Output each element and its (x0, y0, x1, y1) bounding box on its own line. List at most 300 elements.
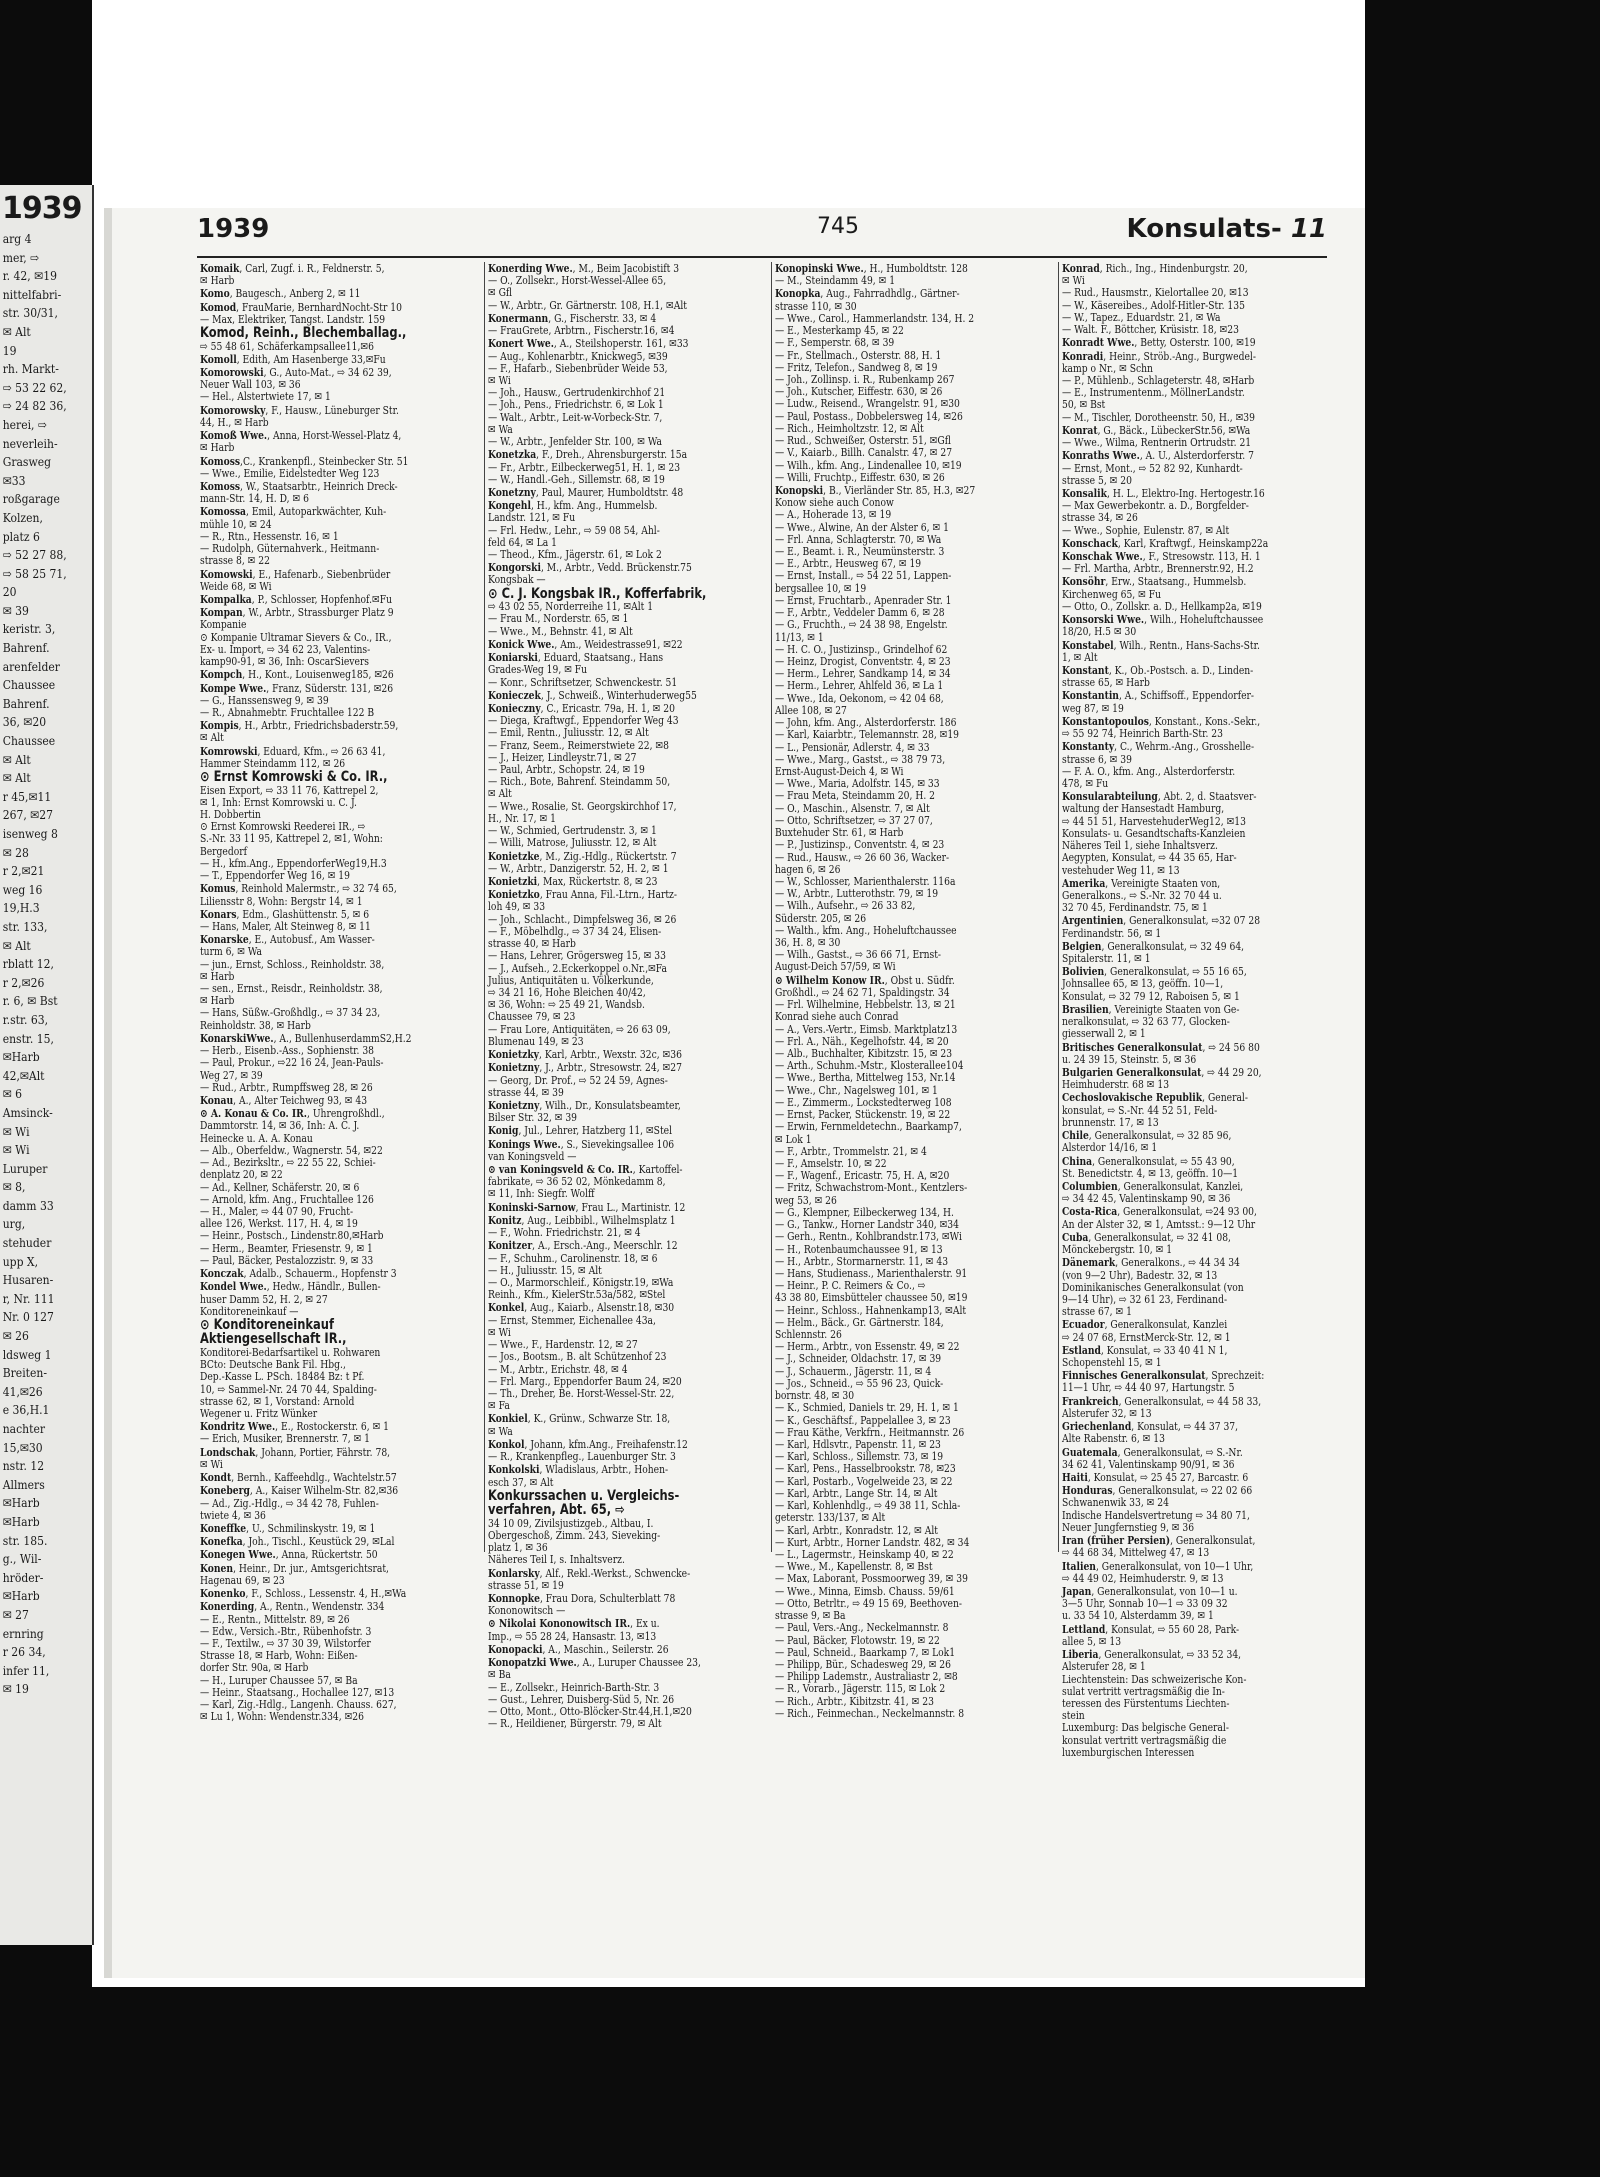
directory-page (112, 208, 1365, 1978)
directory-entry-line: ⊙ van Koningsveld & Co. IR., Kartoffel- (488, 1162, 683, 1177)
directory-entry-line: Weide 68, ✉ Wi (200, 579, 272, 593)
directory-entry-line: — Fritz, Telefon., Sandweg 8, ✉ 19 (775, 360, 938, 374)
directory-entry-line: — Otto, O., Zollskr. a. D., Hellkamp2a, ✉19 (1062, 599, 1262, 613)
directory-entry-line: Konetzny, Paul, Maurer, Humboldtstr. 48 (488, 484, 684, 499)
directory-entry-line: bergsallee 10, ✉ 19 (775, 581, 867, 595)
directory-entry-line: Komod, FrauMarie, BernhardNocht-Str 10 (200, 299, 402, 314)
directory-entry-line: Estland, Konsulat, ⇨ 33 40 41 N 1, (1062, 1342, 1228, 1357)
directory-entry-line: 43 38 80, Eimsbütteler chaussee 50, ✉19 (775, 1291, 968, 1305)
directory-entry-line: Konsöhr, Erw., Staatsang., Hummelsb. (1062, 574, 1247, 589)
directory-entry-line: Obergeschoß, Zimm. 243, Sieveking- (488, 1528, 661, 1542)
directory-entry-line: — Alb., Oberfeldw., Wagnerstr. 54, ✉22 (200, 1143, 383, 1157)
directory-entry-line: u. 33 54 10, Alsterdamm 39, ✉ 1 (1062, 1609, 1214, 1623)
previous-page-line: ✉Harb (2, 1050, 40, 1065)
directory-entry-line: waltung der Hansestadt Hamburg, (1062, 802, 1225, 816)
directory-entry-line: 32 70 45, Ferdinandstr. 75, ✉ 1 (1062, 901, 1208, 915)
directory-entry-line: Schwanenwik 33, ✉ 24 (1062, 1496, 1169, 1510)
directory-entry-line: Hagenau 69, ✉ 23 (200, 1573, 285, 1587)
directory-entry-line: — Hel., Alstertwiete 17, ✉ 1 (200, 390, 331, 404)
directory-entry-line: — Frl. A., Näh., Kegelhofstr. 44, ✉ 20 (775, 1034, 949, 1048)
directory-entry-line: Konraths Wwe., A. U., Alsterdorferstr. 7 (1062, 448, 1254, 463)
directory-entry-line: — O., Zollsekr., Horst-Wessel-Allee 65, (488, 274, 667, 288)
directory-entry-line: platz 1, ✉ 36 (488, 1541, 548, 1555)
directory-entry-line: — Joh., Zollinsp. i. R., Rubenkamp 267 (775, 372, 955, 386)
previous-page-line: str. 30/31, (2, 306, 58, 321)
directory-entry-line: Konsorski Wwe., Wilh., Hoheluftchaussee (1062, 612, 1264, 627)
directory-entry-line: sulat vertritt vertragsmäßig die In- (1062, 1684, 1225, 1698)
previous-page-line: ✉ Wi (2, 1143, 30, 1158)
previous-page-line: ✉ Alt (2, 938, 31, 953)
previous-page-line: rh. Markt- (2, 362, 59, 377)
directory-entry-line: Dominikanisches Generalkonsulat (von (1062, 1280, 1244, 1294)
previous-page-line: nachter (2, 1422, 45, 1436)
directory-entry-line: — Wwe., Chr., Nagelsweg 101, ✉ 1 (775, 1083, 938, 1097)
directory-entry-line: Schopenstehl 15, ✉ 1 (1062, 1356, 1162, 1370)
previous-page-line: 36, ✉20 (2, 715, 47, 730)
page-header (197, 208, 1327, 254)
directory-entry-line: — Rich., Arbtr., Kibitzstr. 41, ✉ 23 (775, 1694, 934, 1708)
directory-entry-line: Cechoslovakische Republik, General- (1062, 1090, 1248, 1105)
directory-entry-line: verfahren, Abt. 65, ⇨ (488, 1502, 625, 1519)
directory-entry-line: teressen des Fürstentums Liechten- (1062, 1696, 1230, 1710)
directory-entry-line: strasse 65, ✉ Harb (1062, 676, 1150, 690)
previous-page-line: Luruper (2, 1161, 48, 1176)
directory-entry-line: ⊙ Ernst Komrowski & Co. IR., (200, 769, 388, 786)
directory-entry-line: — Frl. Martha, Arbtr., Brennerstr.92, H.2 (1062, 562, 1254, 576)
directory-entry-line: Komus, Reinhold Malermstr., ⇨ 32 74 65, (200, 881, 397, 896)
directory-entry-line: Konradt Wwe., Betty, Osterstr. 100, ✉19 (1062, 335, 1256, 350)
directory-entry-line: — Frl. Anna, Schlagterstr. 70, ✉ Wa (775, 532, 942, 546)
previous-page-line: ✉ 27 (2, 1607, 29, 1622)
directory-entry-line: Kirchenweg 65, ✉ Fu (1062, 587, 1162, 601)
previous-page-line: 15,✉30 (2, 1440, 43, 1455)
directory-entry-line: Komoß Wwe., Anna, Horst-Wessel-Platz 4, (200, 428, 402, 443)
directory-entry-line: — Edw., Versich.-Btr., Rübenhofstr. 3 (200, 1624, 372, 1638)
directory-entry-line: — Frau M., Norderstr. 65, ✉ 1 (488, 612, 629, 626)
directory-entry-line: mühle 10, ✉ 24 (200, 517, 272, 531)
directory-entry-line: 18/20, H.5 ✉ 30 (1062, 625, 1137, 639)
directory-entry-line: Bolivien, Generalkonsulat, ⇨ 55 16 65, (1062, 964, 1247, 979)
directory-entry-line: strasse 40, ✉ Harb (488, 937, 576, 951)
directory-entry-line: — Paul, Postass., Dobbelersweg 14, ✉26 (775, 409, 963, 423)
directory-entry-line: vestehuder Weg 11, ✉ 13 (1062, 863, 1180, 877)
directory-entry-line: Konrad, Rich., Ing., Hindenburgstr. 20, (1062, 261, 1248, 275)
directory-entry-line: weg 87, ✉ 19 (1062, 701, 1124, 715)
directory-entry-line: — J., Schneider, Oldachstr. 17, ✉ 39 (775, 1352, 942, 1366)
directory-entry-line: — Franz, Seem., Reimerstwiete 22, ✉8 (488, 738, 669, 752)
directory-entry-line: Cuba, Generalkonsulat, ⇨ 32 41 08, (1062, 1229, 1231, 1244)
directory-entry-line: 11/13, ✉ 1 (775, 630, 824, 644)
directory-entry-line: — Paul, Bäcker, Pestalozzistr. 9, ✉ 33 (200, 1253, 374, 1267)
directory-entry-line: Heimhuderstr. 68 ✉ 13 (1062, 1078, 1170, 1092)
previous-page-line: ✉ 26 (2, 1329, 29, 1344)
directory-entry-line: — G., Fruchth., ⇨ 24 38 98, Engelstr. (775, 618, 948, 632)
previous-page-line: enstr. 15, (2, 1031, 54, 1046)
directory-entry-line: ⊙ Ernst Komrowski Reederei IR., ⇨ (200, 820, 366, 834)
previous-page-line: herei, ⇨ (2, 417, 47, 432)
directory-entry-line: — Frl. Marg., Eppendorfer Baum 24, ✉20 (488, 1374, 682, 1388)
directory-entry-line: — P., Justizinsp., Conventstr. 4, ✉ 23 (775, 838, 945, 852)
directory-entry-line: Konschak Wwe., F., Stresowstr. 113, H. 1 (1062, 549, 1261, 564)
directory-entry-line: — Joh., Kutscher, Eiffestr. 630, ✉ 26 (775, 385, 943, 399)
directory-entry-line: — Karl, Kohlenhdlg., ⇨ 49 38 11, Schla- (775, 1499, 961, 1513)
directory-entry-line: Eisen Export, ⇨ 33 11 76, Kattrepel 2, (200, 783, 379, 797)
directory-entry-line: Alsterufer 28, ✉ 1 (1062, 1660, 1146, 1674)
directory-entry-line: Konlarsky, Alf., Rekl.-Werkst., Schwencke- (488, 1565, 691, 1580)
previous-page-line: Kolzen, (2, 510, 43, 525)
directory-entry-line: — J., Heizer, Lindleystr.71, ✉ 27 (488, 750, 637, 764)
directory-entry-line: loh 49, ✉ 33 (488, 900, 546, 914)
directory-entry-line: Konopatzki Wwe., A., Luruper Chaussee 23, (488, 1655, 701, 1670)
directory-entry-line: fabrikate, ⇨ 36 52 02, Mönkedamm 8, (488, 1175, 666, 1189)
directory-entry-line: — W., Schmied, Gertrudenstr. 3, ✉ 1 (488, 824, 657, 838)
directory-entry-line: Konenko, F., Schloss., Lessenstr. 4, H.,✉Wa (200, 1586, 407, 1601)
previous-page-line: Allmers (2, 1477, 45, 1492)
previous-page-line: infer 11, (2, 1663, 50, 1678)
directory-entry-line: konsulat, ⇨ S.-Nr. 44 52 51, Feld- (1062, 1103, 1218, 1117)
directory-entry-line: — E., Beamt. i. R., Neumünsterstr. 3 (775, 545, 945, 559)
directory-entry-line: — Rud., Hausmstr., Kielortallee 20, ✉13 (1062, 286, 1249, 300)
directory-entry-line: BCto: Deutsche Bank Fil. Hbg., (200, 1358, 346, 1372)
directory-entry-line: (von 9—2 Uhr), Badestr. 32, ✉ 13 (1062, 1268, 1218, 1282)
directory-entry-line: Chaussee 79, ✉ 23 (488, 1010, 576, 1024)
directory-entry-line: Konditoreneinkauf — (200, 1304, 299, 1318)
previous-page-line: ✉ Alt (2, 752, 31, 767)
directory-entry-line: strasse 110, ✉ 30 (775, 299, 857, 313)
directory-entry-line: — Arth., Schuhm.-Mstr., Klosterallee104 (775, 1059, 964, 1073)
previous-page-line: isenweg 8 (2, 827, 58, 841)
directory-entry-line: — Ludw., Reisend., Wrangelstr. 91, ✉30 (775, 397, 960, 411)
directory-entry-line: ⇨ 55 48 61, Schäferkampsallee11,✉6 (200, 339, 374, 353)
directory-entry-line: — F., Wagenf., Ericastr. 75, H. A, ✉20 (775, 1169, 950, 1183)
directory-entry-line: Komorowski, G., Auto-Mat., ⇨ 34 62 39, (200, 365, 392, 380)
directory-entry-line: — Max, Laborant, Possmoorweg 39, ✉ 39 (775, 1572, 968, 1586)
directory-entry-line: Konegen Wwe., Anna, Rückertstr. 50 (200, 1547, 378, 1562)
previous-page-line: 41,✉26 (2, 1384, 43, 1399)
directory-entry-line: Konietzny, J., Arbtr., Stresowstr. 24, ✉27 (488, 1060, 682, 1075)
directory-entry-line: — F., Semperstr. 68, ✉ 39 (775, 336, 895, 350)
previous-page-line: 19 (2, 343, 17, 358)
directory-entry-line: Chile, Generalkonsulat, ⇨ 32 85 96, (1062, 1128, 1232, 1143)
previous-page-line: ✉ 8, (2, 1180, 26, 1195)
directory-entry-line: Kompan, W., Arbtr., Strassburger Platz 9 (200, 605, 394, 620)
directory-entry-line: — H., Maler, ⇨ 44 07 90, Frucht- (200, 1204, 354, 1218)
directory-entry-line: Aegypten, Konsulat, ⇨ 44 35 65, Har- (1062, 851, 1237, 865)
directory-entry-line: — Frau Meta, Steindamm 20, H. 2 (775, 789, 936, 803)
directory-entry-line: — Walt. F., Böttcher, Krüsistr. 18, ✉23 (1062, 323, 1239, 337)
directory-entry-line: — H., Arbtr., Stormarnerstr. 11, ✉ 43 (775, 1254, 949, 1268)
directory-entry-line: Reinh., Kfm., KielerStr.53a/582, ✉Stel (488, 1288, 666, 1302)
directory-entry-line: — Herm., Lehrer, Sandkamp 14, ✉ 34 (775, 667, 951, 681)
directory-entry-line: Konstantopoulos, Konstant., Kons.-Sekr., (1062, 713, 1261, 728)
directory-entry-line: — Herb., Eisenb.-Ass., Sophienstr. 38 (200, 1044, 375, 1058)
previous-page-line: platz 6 (2, 529, 40, 544)
directory-entry-line: ✉ Fa (488, 1399, 510, 1413)
directory-entry-line: — Herm., Beamter, Friesenstr. 9, ✉ 1 (200, 1241, 373, 1255)
previous-page-line: r.str. 63, (2, 1012, 49, 1027)
directory-entry-line: van Koningsveld — (488, 1149, 577, 1163)
directory-entry-line: ⇨ 34 42 45, Valentinskamp 90, ✉ 36 (1062, 1192, 1231, 1206)
previous-page-line: ⇨ 53 22 62, (2, 380, 67, 395)
directory-entry-line: — Wwe., M., Behnstr. 41, ✉ Alt (488, 624, 633, 638)
directory-entry-line: — M., Arbtr., Erichstr. 48, ✉ 4 (488, 1362, 628, 1376)
directory-entry-line: — Otto, Mont., Otto-Blöcker-Str.44,H.1,✉20 (488, 1705, 692, 1718)
directory-entry-line: August-Deich 57/59, ✉ Wi (775, 960, 896, 974)
previous-page-line: str. 185. (2, 1533, 48, 1548)
directory-entry-line: Konarske, E., Autobusf., Am Wasser- (200, 932, 375, 947)
directory-entry-line: Konrat, G., Bäck., LübeckerStr.56, ✉Wa (1062, 422, 1251, 437)
directory-entry-line: — Fr., Arbtr., Eilbeckerweg51, H. 1, ✉ 23 (488, 460, 681, 474)
directory-entry-line: dorfer Str. 90a, ✉ Harb (200, 1661, 309, 1675)
directory-entry-line: allee 5, ✉ 13 (1062, 1634, 1122, 1648)
directory-entry-line: Konietzki, Max, Rückertstr. 8, ✉ 23 (488, 874, 658, 888)
directory-entry-line: — Jos., Bootsm., B. alt Schützenhof 23 (488, 1350, 667, 1364)
directory-entry-line: ✉ Harb (200, 994, 235, 1008)
directory-entry-line: ✉ Wi (200, 1457, 223, 1471)
directory-entry-line: ✉ Harb (200, 441, 235, 455)
previous-page-line: damm 33 (2, 1198, 54, 1213)
directory-entry-line: Reinholdstr. 38, ✉ Harb (200, 1018, 311, 1032)
directory-entry-line: — Hans, Studienass., Marienthalerstr. 91 (775, 1266, 968, 1280)
directory-entry-line: bornstr. 48, ✉ 30 (775, 1389, 855, 1403)
directory-entry-line: Konschack, Karl, Kraftwgf., Heinskamp22a (1062, 535, 1269, 550)
previous-page-line: 19,H.3 (2, 901, 40, 916)
scan-margin-right (1365, 0, 1600, 2177)
directory-entry-line: ✉ Ba (488, 1668, 511, 1682)
directory-entry-line: Japan, Generalkonsulat, von 10—1 u. (1062, 1583, 1238, 1598)
previous-page-line: ✉ 28 (2, 845, 29, 860)
directory-entry-line: Konick Wwe., Am., Weidestrasse91, ✉22 (488, 636, 683, 651)
directory-entry-line: Konkiel, K., Grünw., Schwarze Str. 18, (488, 1411, 671, 1426)
previous-page-line: Amsinck- (2, 1105, 53, 1120)
directory-entry-line: strasse 34, ✉ 26 (1062, 511, 1138, 525)
directory-entry-line: 50, ✉ Bst (1062, 398, 1106, 412)
directory-entry-line: — Rudolph, Güternahverk., Heitmann- (200, 542, 380, 556)
directory-entry-line: — Ad., Bezirksltr., ⇨ 22 55 22, Schiei- (200, 1156, 376, 1170)
directory-entry-line: — Heinr., P. C. Reimers & Co., ⇨ (775, 1279, 926, 1293)
directory-entry-line: ✉ Lok 1 (775, 1132, 812, 1146)
directory-entry-line: Konsulat, ⇨ 32 79 12, Raboisen 5, ✉ 1 (1062, 989, 1240, 1003)
directory-entry-line: Blumenau 149, ✉ 23 (488, 1034, 584, 1048)
directory-entry-line: Liliensstr 8, Wohn: Bergstr 14, ✉ 1 (200, 894, 363, 908)
directory-entry-line: strasse 9, ✉ Ba (775, 1609, 846, 1623)
directory-entry-line: Koniarski, Eduard, Staatsang., Hans (488, 650, 664, 665)
directory-entry-line: Konczak, Adalb., Schauerm., Hopfenstr 3 (200, 1266, 397, 1281)
directory-entry-line: Konig, Jul., Lehrer, Hatzberg 11, ✉Stel (488, 1123, 673, 1138)
directory-entry-line: Konopinski Wwe., H., Humboldtstr. 128 (775, 261, 968, 275)
previous-page-line: g., Wil- (2, 1552, 42, 1567)
directory-entry-line: ✉ 36, Wohn: ⇨ 25 49 21, Wandsb. (488, 998, 645, 1012)
directory-entry-line: huser Damm 52, H. 2, ✉ 27 (200, 1292, 328, 1306)
directory-entry-line: Konerding, A., Rentn., Wendenstr. 334 (200, 1599, 385, 1614)
directory-entry-line: — W., Tapez., Eduardstr. 21, ✉ Wa (1062, 310, 1221, 324)
directory-entry-line: 9—14 Uhr), ⇨ 32 61 23, Ferdinand- (1062, 1292, 1228, 1306)
directory-entry-line: — W., Arbtr., Jenfelder Str. 100, ✉ Wa (488, 435, 662, 449)
directory-entry-line: — Walth., kfm. Ang., Hoheluftchaussee (775, 923, 957, 937)
directory-entry-line: H., Nr. 17, ✉ 1 (488, 811, 556, 825)
directory-entry-line: Koneffke, U., Schmilinskystr. 19, ✉ 1 (200, 1521, 376, 1535)
directory-entry-line: Kondt, Bernh., Kaffeehdlg., Wachtelstr.57 (200, 1470, 397, 1485)
previous-page-line: arg 4 (2, 232, 32, 246)
directory-entry-line: Kondel Wwe., Hedw., Händlr., Bullen- (200, 1279, 381, 1294)
directory-entry-line: strasse 8, ✉ 22 (200, 554, 270, 568)
directory-entry-line: — Frau Käthe, Verkfrn., Heitmannstr. 26 (775, 1425, 965, 1439)
directory-entry-line: — Wwe., Carol., Hammerlandstr. 134, H. 2 (775, 311, 975, 325)
directory-entry-line: Kompis, H., Arbtr., Friedrichsbaderstr.59, (200, 718, 399, 733)
directory-entry-line: Konieczny, C., Ericastr. 79a, H. 1, ✉ 20 (488, 700, 675, 715)
directory-entry-line: Frankreich, Generalkonsulat, ⇨ 44 58 33, (1062, 1393, 1262, 1408)
directory-entry-line: — R., Rtn., Hessenstr. 16, ✉ 1 (200, 529, 339, 543)
directory-entry-line: — H., Rotenbaumchaussee 91, ✉ 13 (775, 1242, 943, 1256)
directory-entry-line: — Karl, Pens., Hasselbrookstr. 78, ✉23 (775, 1462, 956, 1476)
directory-entry-line: — Wwe., Ida, Oekonom, ⇨ 42 04 68, (775, 691, 944, 705)
directory-entry-line: Indische Handelsvertretung ⇨ 34 80 71, (1062, 1508, 1250, 1522)
directory-entry-line: neralkonsulat, ⇨ 32 63 77, Glocken- (1062, 1015, 1230, 1029)
directory-entry-line: u. 24 39 15, Steinstr. 5, ✉ 36 (1062, 1052, 1197, 1066)
directory-entry-line: luxemburgischen Interessen (1062, 1745, 1195, 1759)
directory-entry-line: ⇨ 44 68 34, Mittelweg 47, ✉ 13 (1062, 1546, 1210, 1560)
directory-entry-line: — F., Möbelhdlg., ⇨ 37 34 24, Elisen- (488, 924, 662, 938)
previous-page-line: r 2,✉26 (2, 975, 45, 990)
directory-entry-line: Komoss,C., Krankenpfl., Steinbecker Str. 51 (200, 453, 409, 468)
directory-entry-line: — Wilh., Aufsehr., ⇨ 26 33 82, (775, 899, 916, 913)
directory-entry-line: Konietzke, M., Zig.-Hdlg., Rückertstr. 7 (488, 848, 677, 863)
directory-entry-line: — Rich., Feinmechan., Neckelmannstr. 8 (775, 1706, 965, 1720)
previous-page-line: 20 (2, 585, 17, 600)
directory-entry-line: — J., Aufseh., 2.Eckerkoppel o.Nr.,✉Fa (488, 961, 668, 975)
directory-entry-line: China, Generalkonsulat, ⇨ 55 43 90, (1062, 1153, 1235, 1168)
directory-entry-line: — Karl, Kaiarbtr., Telemannstr. 28, ✉19 (775, 728, 960, 742)
previous-page-line: str. 133, (2, 919, 48, 934)
directory-entry-line: Weg 27, ✉ 39 (200, 1068, 263, 1082)
directory-entry-line: Dep.-Kasse L. PSch. 18484 Bz: t Pf. (200, 1370, 365, 1384)
directory-entry-line: — FrauGrete, Arbtrn., Fischerstr.16, ✉4 (488, 324, 675, 338)
previous-page-line: arenfelder (2, 659, 60, 674)
directory-entry-line: — R., Abnahmebtr. Fruchtallee 122 B (200, 705, 375, 719)
directory-entry-line: Ernst-August-Deich 4, ✉ Wi (775, 764, 904, 778)
directory-entry-line: — Paul, Bäcker, Flotowstr. 19, ✉ 22 (775, 1633, 940, 1647)
directory-entry-line: — Heinr., Staatsang., Hochallee 127, ✉13 (200, 1685, 395, 1699)
directory-entry-line: — V., Kaiarb., Billh. Canalstr. 47, ✉ 27 (775, 446, 953, 460)
directory-entry-line: — Wwe., Alwine, An der Alster 6, ✉ 1 (775, 520, 949, 534)
directory-entry-line: Konietzky, Karl, Arbtr., Wexstr. 32c, ✉36 (488, 1047, 682, 1062)
directory-entry-line: Brasilien, Vereinigte Staaten von Ge- (1062, 1001, 1240, 1016)
directory-entry-line: Konopacki, A., Maschin., Seilerstr. 26 (488, 1641, 669, 1656)
previous-page-line: hröder- (2, 1570, 44, 1585)
directory-entry-line: — Willi, Matrose, Juliusstr. 12, ✉ Alt (488, 836, 657, 850)
directory-entry-line: — Max, Elektriker, Tangst. Landstr. 159 (200, 312, 386, 326)
directory-entry-line: Konietzko, Frau Anna, Fil.-Ltrn., Hartz- (488, 887, 677, 902)
directory-entry-line: — R., Heildiener, Bürgerstr. 79, ✉ Alt (488, 1717, 662, 1731)
directory-entry-line: — Wilh., kfm. Ang., Lindenallee 10, ✉19 (775, 458, 962, 472)
directory-entry-line: — Ad., Zig.-Hdlg., ⇨ 34 42 78, Fuhlen- (200, 1496, 379, 1510)
directory-entry-line: — Karl, Schloss., Sillemstr. 73, ✉ 19 (775, 1450, 944, 1464)
directory-entry-line: — F., Hafarb., Siebenbrüder Weide 53, (488, 361, 668, 375)
directory-entry-line: esch 37, ✉ Alt (488, 1475, 554, 1489)
directory-entry-line: Konitzer, A., Ersch.-Ang., Meerschlr. 12 (488, 1238, 678, 1253)
directory-entry-line: Konkolski, Wladislaus, Arbtr., Hohen- (488, 1462, 669, 1477)
directory-entry-line: Konstant, K., Ob.-Postsch. a. D., Linden- (1062, 663, 1254, 677)
directory-entry-line: Komod, Reinh., Blechemballag., (200, 325, 407, 342)
directory-entry-line: — Rud., Schweißer, Osterstr. 51, ✉Gfl (775, 434, 951, 448)
directory-entry-line: — W., Arbtr., Gr. Gärtnerstr. 108, H.1, ✉Alt (488, 298, 687, 312)
directory-entry-line: Spitalerstr. 11, ✉ 1 (1062, 952, 1151, 966)
section-title-text: Konsulats- (1126, 214, 1282, 244)
previous-page-line: Chaussee (2, 734, 56, 749)
directory-entry-line: Kompe Wwe., Franz, Süderstr. 131, ✉26 (200, 680, 394, 695)
directory-entry-line: — Frau Lore, Antiquitäten, ⇨ 26 63 09, (488, 1022, 671, 1036)
directory-entry-line: — Heinr., Postsch., Lindenstr.80,✉Harb (200, 1229, 384, 1243)
directory-entry-line: — E., Zimmerm., Lockstedterweg 108 (775, 1095, 952, 1109)
previous-page-line: roßgarage (2, 492, 60, 507)
directory-entry-line: Konnopke, Frau Dora, Schulterblatt 78 (488, 1591, 676, 1606)
directory-entry-line: Aktiengesellschaft IR., (200, 1331, 347, 1348)
directory-entry-line: Komorowsky, F., Hausw., Lüneburger Str. (200, 402, 399, 417)
directory-entry-line: 11—1 Uhr, ⇨ 44 40 97, Hartungstr. 5 (1062, 1381, 1235, 1395)
directory-entry-line: — Georg, Dr. Prof., ⇨ 52 24 59, Agnes- (488, 1073, 668, 1087)
directory-entry-line: kamp90-91, ✉ 36, Inh: OscarSievers (200, 655, 370, 669)
previous-page-line: neverleih- (2, 436, 58, 451)
directory-entry-line: — Wwe., Bertha, Mittelweg 153, Nr.14 (775, 1071, 956, 1085)
directory-entry-line: Argentinien, Generalkonsulat, ⇨32 07 28 (1062, 913, 1261, 928)
directory-entry-line: Konstanty, C., Wehrm.-Ang., Grosshelle- (1062, 739, 1255, 754)
directory-entry-line: allee 126, Werkst. 117, H. 4, ✉ 19 (200, 1217, 358, 1231)
previous-page-line: ✉33 (2, 473, 26, 488)
directory-entry-line: 10, ⇨ Sammel-Nr. 24 70 44, Spalding- (200, 1382, 377, 1396)
directory-entry-line: ✉ Harb (200, 274, 235, 288)
directory-entry-line: — Rud., Hausw., ⇨ 26 60 36, Wacker- (775, 850, 950, 864)
previous-page-line: ⇨ 52 27 88, (2, 548, 67, 563)
directory-entry-line: — Diega, Kraftwgf., Eppendorfer Weg 43 (488, 714, 679, 728)
directory-entry-line: Konau, A., Alter Teichweg 93, ✉ 43 (200, 1093, 368, 1107)
previous-page-line: 267, ✉27 (2, 808, 53, 823)
directory-entry-line: H. Dobbertin (200, 807, 261, 821)
directory-entry-line: stein (1062, 1709, 1085, 1723)
directory-entry-line: — G., Tankw., Horner Landstr 340, ✉34 (775, 1218, 959, 1232)
scan-margin-bottom (0, 1987, 1600, 2177)
directory-entry-line: — John, kfm. Ang., Alsterdorferstr. 186 (775, 716, 957, 730)
directory-entry-line: Konow siehe auch Conow (775, 496, 894, 510)
directory-entry-line: Konopski, B., Vierländer Str. 85, H.3, ✉27 (775, 482, 976, 497)
directory-entry-line: ⊙ C. J. Kongsbak IR., Kofferfabrik, (488, 585, 707, 602)
directory-entry-line: hagen 6, ✉ 26 (775, 862, 841, 876)
directory-entry-line: — Kurt, Arbtr., Horner Landstr. 482, ✉ 34 (775, 1535, 970, 1549)
directory-entry-line: — Joh., Schlacht., Dimpfelsweg 36, ✉ 26 (488, 912, 677, 926)
directory-entry-line: — Wilh., Gastst., ⇨ 36 66 71, Ernst- (775, 948, 941, 962)
directory-entry-line: Konkurssachen u. Vergleichs- (488, 1487, 680, 1504)
previous-page-line: ✉ Wi (2, 1124, 30, 1139)
directory-entry-line: — Wwe., Rosalie, St. Georgskirchhof 17, (488, 799, 677, 813)
directory-entry-line: ✉ Gfl (488, 286, 513, 300)
directory-entry-line: Dänemark, Generalkons., ⇨ 44 34 34 (1062, 1255, 1240, 1270)
previous-page-line: mer, ⇨ (2, 250, 40, 265)
directory-column-3 (771, 261, 1055, 1720)
directory-entry-line: — W., Arbtr., Lutterothstr. 79, ✉ 19 (775, 887, 939, 901)
directory-entry-line: ⇨ 44 49 02, Heimhuderstr. 9, ✉ 13 (1062, 1571, 1224, 1585)
directory-entry-line: — H., Luruper Chaussee 57, ✉ Ba (200, 1673, 358, 1687)
directory-entry-line: Konstantin, A., Schiffsoff., Eppendorfer- (1062, 688, 1255, 703)
directory-entry-line: Konen, Heinr., Dr. jur., Amtsgerichtsrat, (200, 1560, 389, 1575)
directory-entry-line: strasse 62, ✉ 1, Vorstand: Arnold (200, 1394, 355, 1408)
directory-entry-line: Konetzka, F., Dreh., Ahrensburgerstr. 15a (488, 447, 688, 462)
directory-entry-line: twiete 4, ✉ 36 (200, 1508, 266, 1522)
directory-entry-line: — L., Lagermstr., Heinskamp 40, ✉ 22 (775, 1547, 954, 1561)
previous-page-line: ✉ 6 (2, 1087, 23, 1102)
directory-entry-line: Finnisches Generalkonsulat, Sprechzeit: (1062, 1368, 1265, 1383)
directory-entry-line: — Frl. Hedw., Lehr., ⇨ 59 08 54, Ahl- (488, 523, 660, 537)
directory-entry-line: — G., Hanssensweg 9, ✉ 39 (200, 693, 329, 707)
directory-entry-line: — E., Zollsekr., Heinrich-Barth-Str. 3 (488, 1680, 660, 1694)
